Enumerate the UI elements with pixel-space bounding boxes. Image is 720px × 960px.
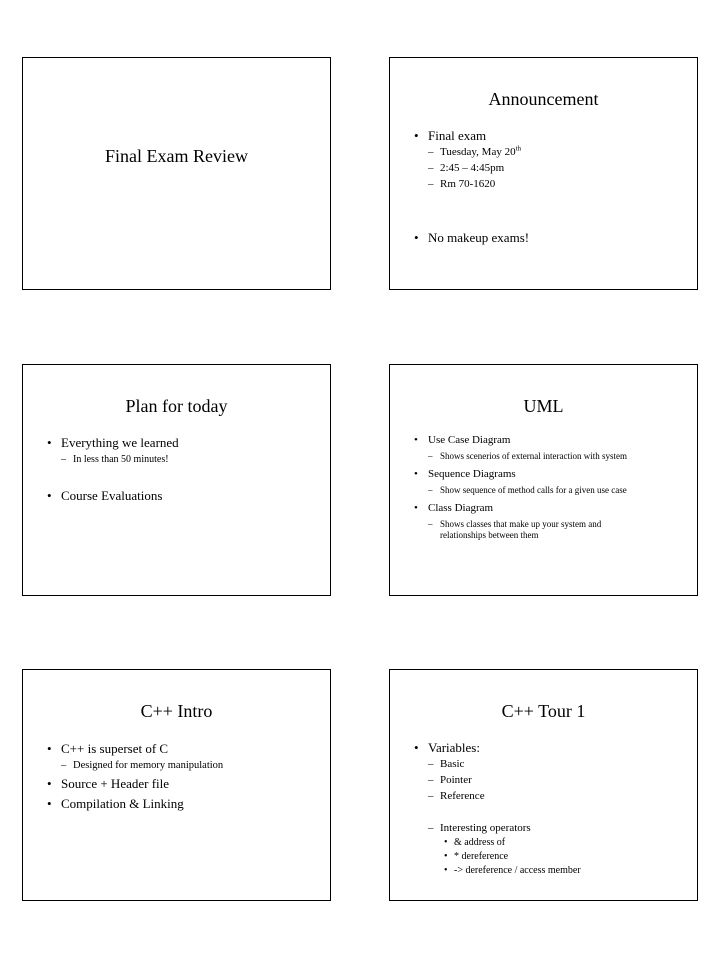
- bullet-item: • Source + Header file: [47, 774, 320, 794]
- sub-bullet-item: [414, 519, 689, 541]
- sub-bullet-item: – Show sequence of method calls for a given use case: [414, 485, 689, 496]
- ordinal-suffix: th: [515, 144, 522, 153]
- sub-bullet-item: – Interesting operators: [414, 820, 687, 836]
- sub-bullet-item: – Reference: [414, 788, 687, 804]
- slide-title: C++ Tour 1: [501, 701, 586, 721]
- sub-bullet-line: Shows classes that make up your system and: [440, 519, 602, 529]
- slide-announcement: [389, 57, 698, 290]
- sub-bullet-item: [414, 144, 687, 160]
- bullet-item: • No makeup exams!: [414, 230, 687, 246]
- sub-bullet-item: – In less than 50 minutes!: [47, 452, 320, 468]
- bullet-item: • Course Evaluations: [47, 488, 320, 504]
- bullet-list: [414, 739, 687, 878]
- slide-uml: [389, 364, 698, 596]
- sub-bullet-item: – 2:45 – 4:45pm: [414, 160, 687, 176]
- slide-title: Final Exam Review: [105, 146, 248, 166]
- bullet-item: • Use Case Diagram: [414, 433, 689, 448]
- sub-bullet-item: – Basic: [414, 756, 687, 772]
- sub-bullet-item: – Pointer: [414, 772, 687, 788]
- sub-bullet-line: relationships between them: [440, 530, 539, 540]
- operator-item: • -> dereference / access member: [414, 864, 687, 878]
- slide-final-exam-review: [22, 57, 331, 290]
- slide-title: Plan for today: [125, 396, 228, 416]
- slide-plan-for-today: [22, 364, 331, 596]
- bullet-item: • Class Diagram: [414, 501, 689, 516]
- sub-bullet-item: – Shows scenerios of external interaction with system: [414, 451, 689, 462]
- sub-bullet-item: – Rm 70-1620: [414, 176, 687, 192]
- bullet-item: • Variables:: [414, 739, 687, 756]
- bullet-list: [47, 739, 320, 814]
- sub-bullet-text: Tuesday, May 20: [440, 146, 516, 158]
- slide-title: Announcement: [488, 89, 599, 109]
- slide-cpp-tour-1: [389, 669, 698, 901]
- bullet-item: • Sequence Diagrams: [414, 467, 689, 482]
- bullet-list: [47, 434, 320, 504]
- operator-item: • * dereference: [414, 850, 687, 864]
- bullet-list: [414, 128, 687, 246]
- operator-item: • & address of: [414, 836, 687, 850]
- sub-bullet-item: – Designed for memory manipulation: [47, 758, 320, 774]
- bullet-item: • Compilation & Linking: [47, 794, 320, 814]
- bullet-item: • Everything we learned: [47, 434, 320, 452]
- slide-cpp-intro: [22, 669, 331, 901]
- slide-title: UML: [523, 396, 564, 416]
- slide-title: C++ Intro: [140, 701, 213, 721]
- bullet-item: • Final exam: [414, 128, 687, 144]
- bullet-list: [414, 433, 689, 541]
- bullet-item: • C++ is superset of C: [47, 739, 320, 758]
